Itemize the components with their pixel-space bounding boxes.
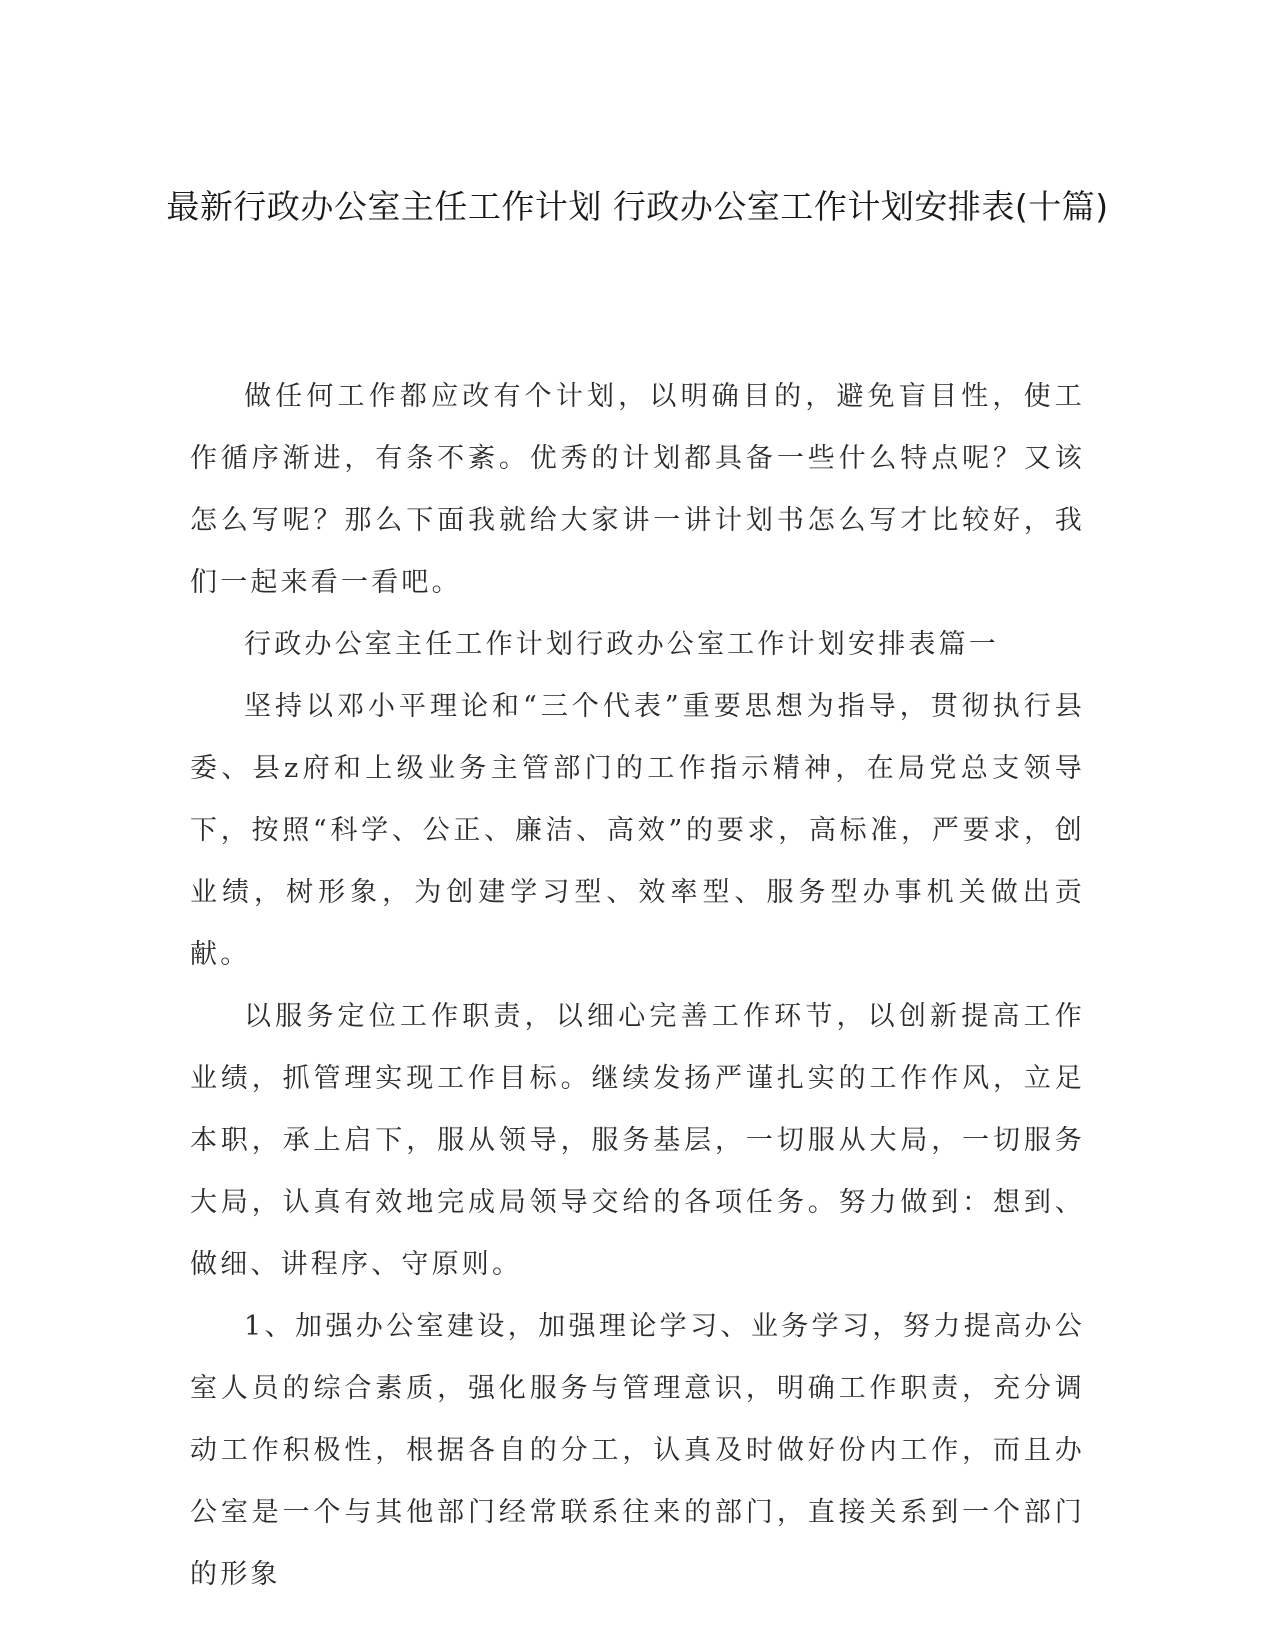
document-body (190, 366, 1085, 1606)
section-heading: 行政办公室主任工作计划行政办公室工作计划安排表篇一 (244, 629, 999, 660)
paragraph-guideline: 坚持以邓小平理论和“三个代表”重要思想为指导，贯彻执行县委、县z府和上级业务主管部门的工作指示精神，在局党总支领导下，按照“科学、公正、廉洁、高效”的要求，高标准，严要求，创业绩，树形象，为创建学习型、效率型、服务型办事机关做出贡献。 (190, 691, 1085, 970)
paragraph-item-1: 1、加强办公室建设，加强理论学习、业务学习，努力提高办公室人员的综合素质，强化服务与管理意识，明确工作职责，充分调动工作积极性，根据各自的分工，认真及时做好份内工作，而且办公室是一个与其他部门经常联系往来的部门，直接关系到一个部门的形象 (190, 1311, 1085, 1590)
paragraph-service: 以服务定位工作职责，以细心完善工作环节，以创新提高工作业绩，抓管理实现工作目标。继续发扬严谨扎实的工作作风，立足本职，承上启下，服从领导，服务基层，一切服从大局，一切服务大局，认真有效地完成局领导交给的各项任务。努力做到：想到、做细、讲程序、守原则。 (190, 1001, 1085, 1280)
document-title: 最新行政办公室主任工作计划 行政办公室工作计划安排表(十篇) (166, 187, 1109, 226)
paragraph-intro: 做任何工作都应改有个计划，以明确目的，避免盲目性，使工作循序渐进，有条不紊。优秀的计划都具备一些什么特点呢？又该怎么写呢？那么下面我就给大家讲一讲计划书怎么写才比较好，我们一起来看一看吧。 (190, 381, 1085, 598)
